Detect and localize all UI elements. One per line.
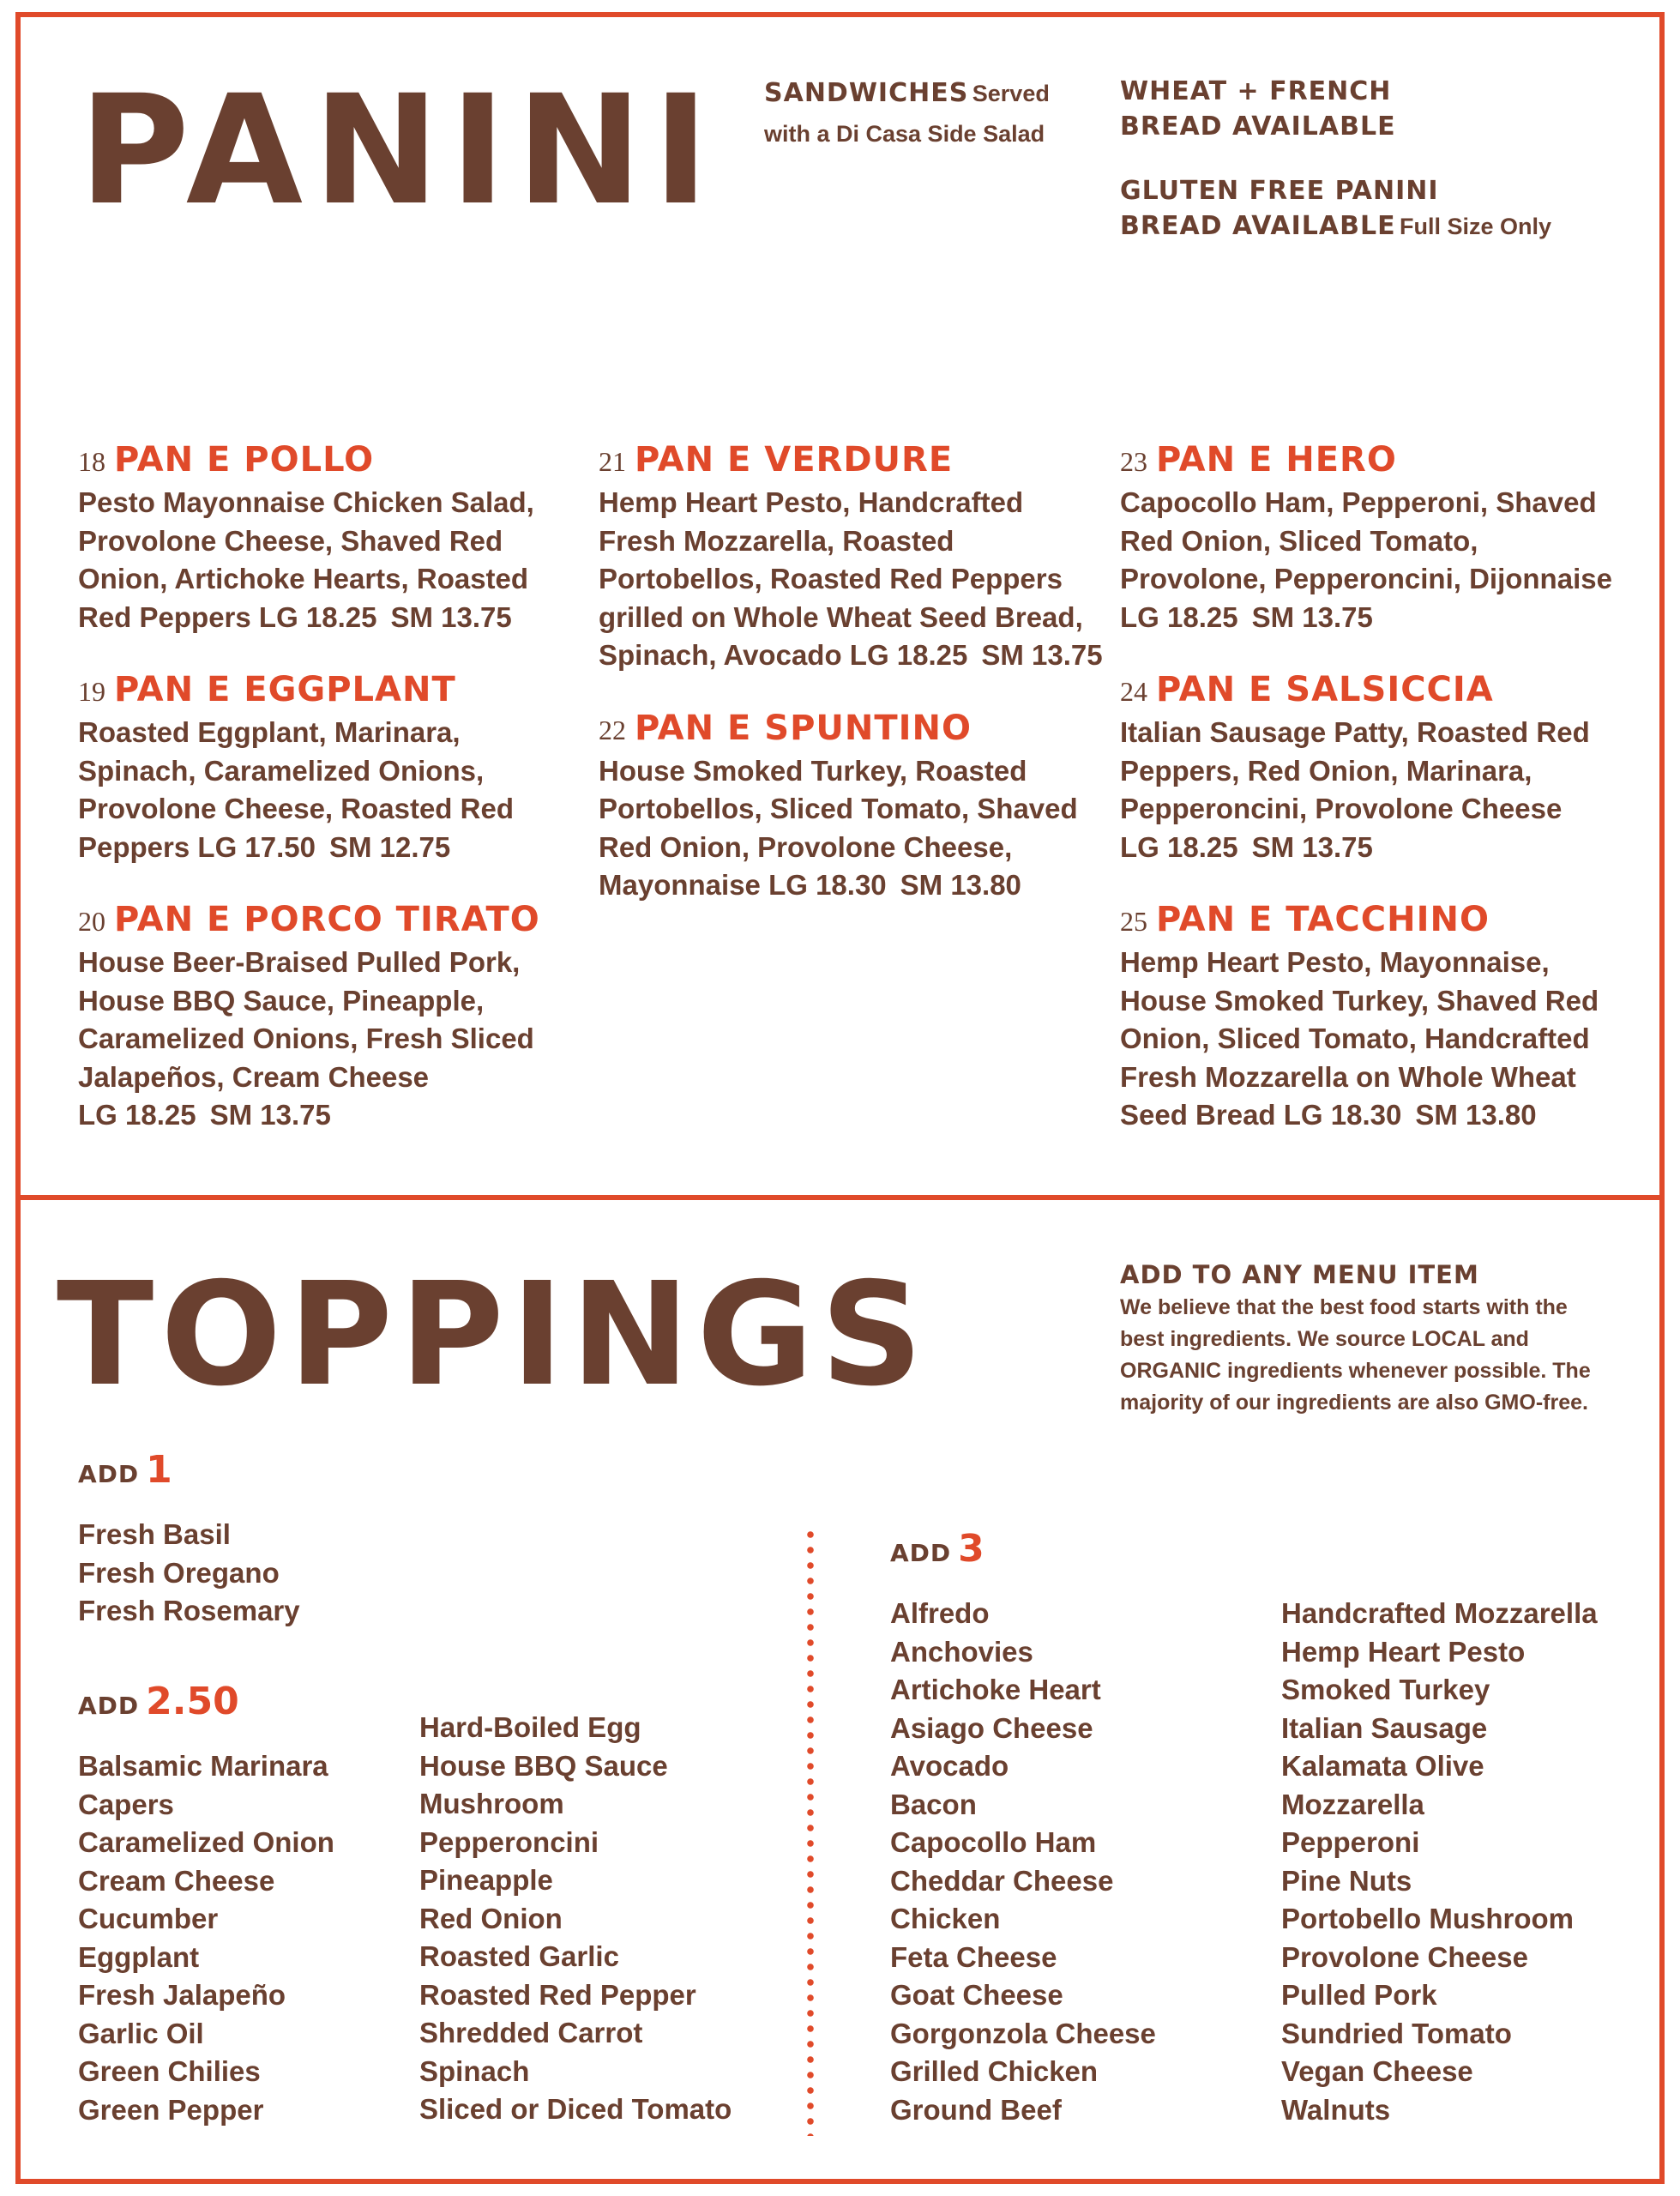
menu-item (1120, 896, 1626, 1135)
menu-item-heading (78, 666, 584, 714)
topping-item: Green Pepper (78, 2093, 264, 2126)
topping-item: Fresh Oregano (78, 1556, 280, 1589)
menu-item-ingredients: House Smoked Turkey, Roasted Portobellos, Sliced Tomato, Shaved Red Onion, Provolone Cheese, Mayonnaise (599, 754, 1078, 901)
menu-item-name: PAN E SALSICCIA (1156, 670, 1494, 709)
topping-item: Pineapple (419, 1864, 553, 1896)
price-large: LG 18.25 (258, 600, 377, 633)
add-note-title: ADD TO ANY MENU ITEM (1120, 1260, 1479, 1289)
price-large: LG 18.25 (78, 1099, 196, 1131)
toppings-title: TOPPINGS (57, 1252, 930, 1418)
panini-column-1 (78, 436, 584, 1164)
menu-item (599, 704, 1105, 905)
topping-item: Fresh Rosemary (78, 1595, 300, 1626)
topping-item: Bacon (890, 1788, 977, 1820)
topping-item: Goat Cheese (890, 1979, 1063, 2011)
add-1-price: 1 (146, 1448, 172, 1492)
add-word: ADD (890, 1539, 952, 1567)
section-divider (15, 1195, 1665, 1200)
topping-item: Alfredo (890, 1597, 990, 1629)
price-large: LG 18.25 (1120, 830, 1238, 863)
add-3-price: 3 (958, 1527, 985, 1571)
price-small: SM 13.75 (1251, 600, 1373, 633)
topping-item: Eggplant (78, 1940, 200, 1973)
menu-item-heading (1120, 896, 1626, 944)
menu-item-number: 18 (78, 446, 105, 477)
menu-item-number: 23 (1120, 446, 1147, 477)
menu-item-name: PAN E EGGPLANT (114, 670, 456, 709)
price-small: SM 13.75 (209, 1099, 331, 1131)
menu-item-heading (1120, 666, 1626, 714)
add-1-label (78, 1448, 172, 1492)
price-large: LG 18.25 (1120, 600, 1238, 633)
menu-item-ingredients: Italian Sausage Patty, Roasted Red Peppers, Red Onion, Marinara, Pepperoncini, Provolone Cheese (1120, 716, 1590, 824)
topping-item: Roasted Red Pepper (419, 1978, 696, 2011)
menu-item-description (1120, 944, 1626, 1135)
menu-item-prices (78, 1099, 331, 1131)
topping-item: Cheddar Cheese (890, 1864, 1114, 1897)
topping-item: Vegan Cheese (1281, 2055, 1473, 2087)
add-2-50-price: 2.50 (146, 1680, 239, 1723)
menu-item-number: 22 (599, 714, 626, 745)
topping-item: Balsamic Marinara (78, 1750, 328, 1782)
topping-item: Avocado (890, 1750, 1009, 1782)
menu-item (78, 896, 584, 1135)
menu-item (78, 436, 584, 636)
menu-item-heading (599, 704, 1105, 752)
add-3-list-a (890, 1595, 1156, 2129)
bread-note-1-line1: WHEAT + FRENCH (1120, 76, 1392, 106)
add-word: ADD (78, 1692, 140, 1720)
add-word: ADD (78, 1460, 140, 1488)
topping-item: Handcrafted Mozzarella (1281, 1597, 1598, 1629)
menu-item-prices (850, 639, 1103, 671)
sandwich-note (764, 75, 1073, 156)
menu-item-prices (259, 601, 512, 633)
add-1-list (78, 1516, 300, 1631)
topping-item: Kalamata Olive (1281, 1750, 1484, 1782)
topping-item: Pepperoncini (419, 1825, 599, 1858)
menu-item-prices (1284, 1099, 1537, 1131)
add-to-any-item-note (1120, 1258, 1617, 1419)
topping-item: Provolone Cheese (1281, 1940, 1528, 1973)
topping-item: Feta Cheese (890, 1940, 1057, 1973)
price-small: SM 13.80 (900, 869, 1021, 901)
topping-item: Cream Cheese (78, 1864, 275, 1897)
price-small: SM 13.75 (390, 600, 512, 633)
topping-item: Italian Sausage (1281, 1711, 1488, 1744)
price-small: SM 12.75 (328, 830, 451, 863)
menu-item-description (599, 752, 1105, 905)
bread-note-2-line2: BREAD AVAILABLE (1120, 211, 1396, 241)
topping-item: Artichoke Heart (890, 1674, 1101, 1705)
topping-item: Hemp Heart Pesto (1281, 1635, 1526, 1668)
topping-item: Gorgonzola Cheese (890, 2017, 1156, 2049)
menu-item (78, 666, 584, 866)
price-large: LG 18.25 (849, 639, 968, 671)
topping-item: Pepperoni (1281, 1826, 1420, 1858)
menu-item-ingredients: Hemp Heart Pesto, Mayonnaise, House Smoked Turkey, Shaved Red Onion, Sliced Tomato, Handcrafted Fresh Mozzarella on Whole Wheat Seed Bread (1120, 946, 1599, 1131)
menu-item-number: 24 (1120, 676, 1147, 707)
topping-item: Asiago Cheese (890, 1711, 1093, 1744)
topping-item: Shredded Carrot (419, 2017, 643, 2048)
menu-item-ingredients: Roasted Eggplant, Marinara, Spinach, Caramelized Onions, Provolone Cheese, Roasted Red Peppers (78, 716, 514, 863)
menu-item-description (1120, 714, 1626, 866)
bread-note-gluten-free (1120, 173, 1635, 248)
dotted-divider (807, 1527, 814, 2136)
topping-item: Sliced or Diced Tomato (419, 2093, 732, 2125)
topping-item: Mushroom (419, 1788, 564, 1819)
add-note-body: We believe that the best food starts with the best ingredients. We source LOCAL and ORGANIC ingredients whenever possible. The majority of our ingredients are also GMO-free. (1120, 1295, 1591, 1415)
panini-column-2 (599, 436, 1105, 934)
menu-item-ingredients: Hemp Heart Pesto, Handcrafted Fresh Mozzarella, Roasted Portobellos, Roasted Red Peppers grilled on Whole Wheat Seed Bread, Spinach, Avocado (599, 486, 1083, 671)
topping-item: Capers (78, 1788, 174, 1820)
topping-item: Spinach (419, 2054, 530, 2087)
price-small: SM 13.75 (1251, 830, 1373, 863)
bread-note-wheat-french (1120, 74, 1600, 144)
topping-item: Portobello Mushroom (1281, 1903, 1574, 1934)
topping-item: Red Onion (419, 1902, 563, 1934)
topping-item: Grilled Chicken (890, 2055, 1099, 2087)
menu-item-name: PAN E VERDURE (635, 440, 954, 480)
topping-item: Garlic Oil (78, 2017, 204, 2049)
menu-item-ingredients: Pesto Mayonnaise Chicken Salad, Provolone Cheese, Shaved Red Onion, Artichoke Hearts, Roasted Red Peppers (78, 486, 534, 633)
menu-item-description (78, 714, 584, 866)
add-2-50-list-a (78, 1747, 334, 2129)
menu-item-heading (78, 896, 584, 944)
menu-item-heading (78, 436, 584, 484)
topping-item: Cucumber (78, 1903, 219, 1934)
topping-item: Anchovies (890, 1635, 1033, 1668)
menu-item (599, 436, 1105, 675)
menu-item-heading (599, 436, 1105, 484)
menu-item-ingredients: Capocollo Ham, Pepperoni, Shaved Red Onion, Sliced Tomato, Provolone, Pepperoncini, Dijonnaise (1120, 486, 1612, 594)
menu-item-description (599, 484, 1105, 675)
topping-item: Capocollo Ham (890, 1826, 1097, 1858)
topping-item: Caramelized Onion (78, 1826, 334, 1858)
menu-item-ingredients: House Beer-Braised Pulled Pork, House BBQ Sauce, Pineapple, Caramelized Onions, Fresh Sliced Jalapeños, Cream Cheese (78, 946, 534, 1093)
price-large: LG 18.30 (768, 869, 887, 901)
menu-item-number: 19 (78, 676, 105, 707)
menu-item-name: PAN E POLLO (114, 440, 375, 480)
topping-item: Pine Nuts (1281, 1864, 1412, 1897)
panini-column-3 (1120, 436, 1626, 1164)
bread-note-2-line1: GLUTEN FREE PANINI (1120, 176, 1439, 206)
price-large: LG 17.50 (197, 830, 316, 863)
bread-note-2-small: Full Size Only (1400, 214, 1552, 239)
menu-item-name: PAN E HERO (1156, 440, 1397, 480)
panini-title: PANINI (79, 63, 720, 238)
menu-item-number: 20 (78, 906, 105, 937)
topping-item: Mozzarella (1281, 1788, 1424, 1820)
topping-item: Hard-Boiled Egg (419, 1711, 641, 1743)
topping-item: House BBQ Sauce (419, 1749, 668, 1782)
sandwich-note-bold: SANDWICHES (764, 78, 969, 108)
menu-item-prices (768, 869, 1021, 901)
menu-item-description (78, 484, 584, 636)
topping-item: Chicken (890, 1903, 1001, 1934)
menu-item-description (1120, 484, 1626, 636)
topping-item: Fresh Basil (78, 1518, 231, 1550)
bread-note-1-line2: BREAD AVAILABLE (1120, 112, 1396, 142)
topping-item: Smoked Turkey (1281, 1674, 1490, 1705)
price-small: SM 13.80 (1415, 1099, 1537, 1131)
topping-item: Walnuts (1281, 2093, 1391, 2126)
topping-item: Green Chilies (78, 2055, 261, 2087)
menu-item-number: 25 (1120, 906, 1147, 937)
menu-item-description (78, 944, 584, 1135)
sandwich-note-text: Served with a Di Casa Side Salad (764, 81, 1050, 147)
price-large: LG 18.30 (1283, 1099, 1402, 1131)
add-3-list-b (1281, 1595, 1598, 2129)
add-2-50-list-b (419, 1709, 732, 2129)
add-3-label (890, 1527, 985, 1571)
menu-item-number: 21 (599, 446, 626, 477)
menu-item-name: PAN E TACCHINO (1156, 900, 1490, 939)
topping-item: Pulled Pork (1281, 1979, 1437, 2011)
menu-item (1120, 666, 1626, 866)
menu-item-prices (197, 831, 450, 863)
topping-item: Fresh Jalapeño (78, 1979, 286, 2011)
topping-item: Sundried Tomato (1281, 2017, 1512, 2049)
menu-item-name: PAN E PORCO TIRATO (114, 900, 540, 939)
topping-item: Ground Beef (890, 2093, 1062, 2126)
price-small: SM 13.75 (981, 639, 1103, 671)
menu-item (1120, 436, 1626, 636)
menu-item-prices (1120, 831, 1373, 863)
topping-item: Roasted Garlic (419, 1940, 619, 1972)
menu-item-prices (1120, 601, 1373, 633)
menu-item-name: PAN E SPUNTINO (635, 708, 972, 748)
add-2-50-label (78, 1680, 239, 1723)
menu-item-heading (1120, 436, 1626, 484)
